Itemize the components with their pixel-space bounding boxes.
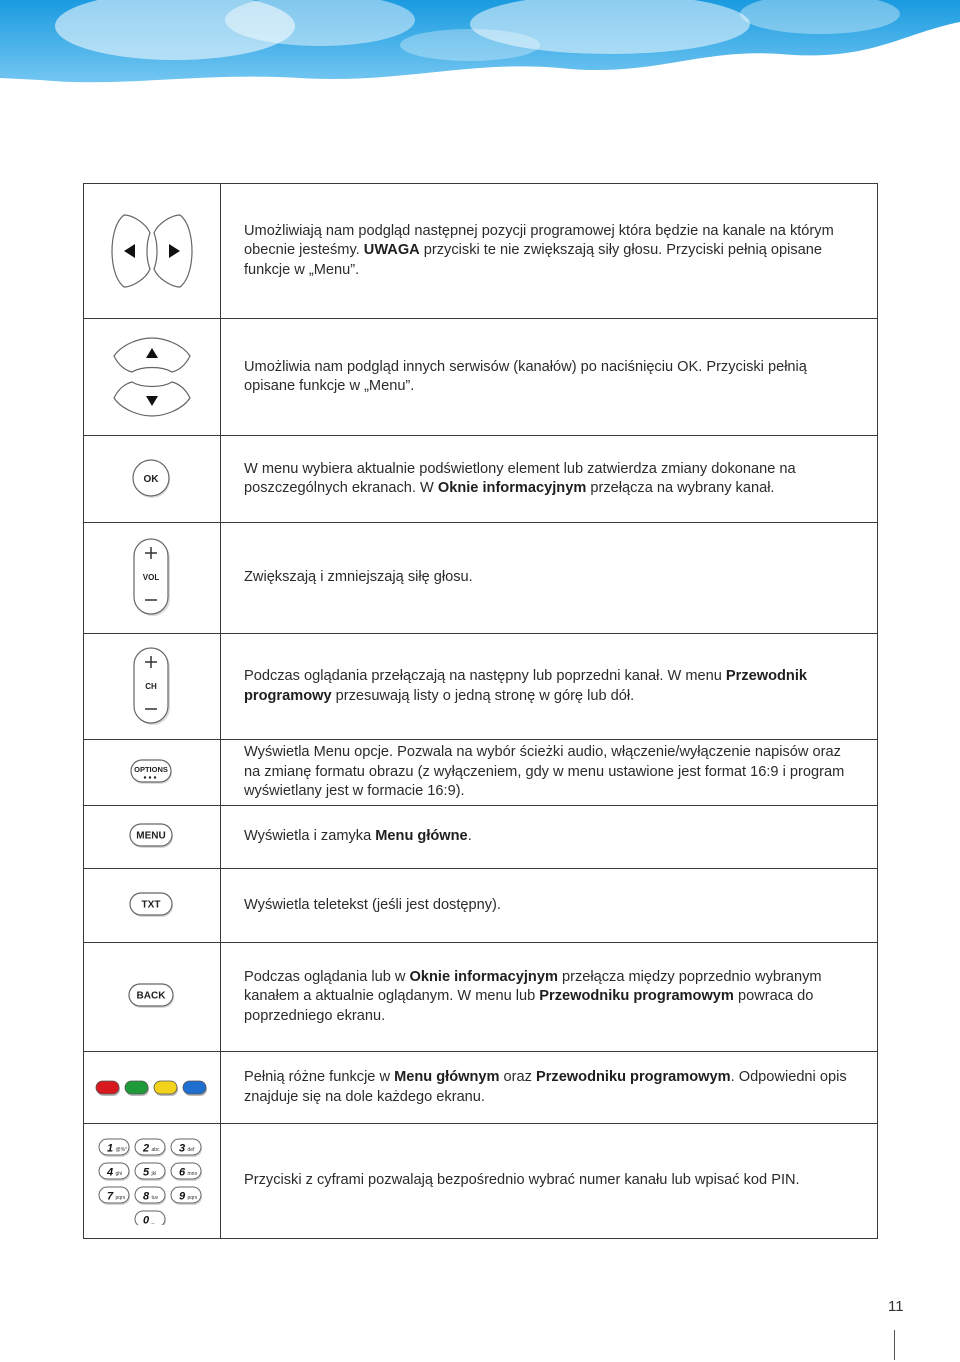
key-letters: def — [187, 1147, 195, 1153]
description-cell — [221, 1052, 878, 1124]
key-3 — [171, 1139, 201, 1155]
ok-label: OK — [143, 474, 159, 485]
bold-term: Przewodniku programowym — [535, 1069, 731, 1085]
volume-rocker-icon — [132, 538, 172, 618]
page-number-rule — [894, 1330, 895, 1360]
channel-rocker-icon — [132, 647, 172, 727]
description-text: . Odpowiedni opis znajduje się na dole każdego ekranu. — [244, 1069, 847, 1105]
key-digit: 4 — [106, 1166, 114, 1179]
description-text: Podczas oglądania przełączają na następny lub poprzedni kanał. W menu — [244, 668, 726, 684]
icon-cell — [84, 943, 221, 1052]
table-row — [84, 740, 878, 806]
table-row — [84, 1052, 878, 1124]
description-text: przełącza na wybrany kanał. — [586, 480, 775, 496]
icon-cell — [84, 634, 221, 740]
description-text: Przyciski z cyframi pozwalają bezpośrednio wybrać numer kanału lub wpisać kod PIN. — [244, 1172, 800, 1189]
menu-button-icon — [129, 823, 175, 851]
description-text: przyciski te nie zwiększają siły głosu. Przyciski pełnią opisane funkcje w „Menu”. — [244, 242, 823, 278]
number-keypad-icon — [97, 1137, 207, 1225]
txt-button-icon — [129, 892, 175, 920]
sky-banner — [0, 0, 960, 110]
table-row — [84, 806, 878, 869]
table-row — [84, 1124, 878, 1239]
key-8 — [135, 1187, 165, 1203]
options-button-icon — [129, 758, 175, 788]
key-digit: 5 — [142, 1166, 150, 1179]
remote-buttons-table — [83, 183, 878, 1239]
icon-cell — [84, 869, 221, 943]
key-digit: 0 — [142, 1214, 150, 1225]
description-text: oraz — [499, 1069, 536, 1085]
up-down-arrow-buttons-icon — [110, 334, 194, 420]
key-digit: 7 — [106, 1190, 114, 1203]
description-text: powraca do poprzedniego ekranu. — [244, 988, 814, 1024]
bold-term: Przewodniku programowym — [539, 988, 734, 1005]
description-text: Umożliwiają nam podgląd następnej pozycji programowej która będzie na kanale na którym obecnie jesteśmy. — [244, 222, 834, 259]
description-text: . — [467, 828, 472, 845]
table-row — [84, 943, 878, 1052]
description-text: Wyświetla i zamyka — [244, 828, 376, 845]
table-row — [84, 436, 878, 523]
description-cell — [221, 740, 878, 806]
key-letters: mno — [187, 1171, 198, 1177]
description-text: Pełnią różne funkcje w — [244, 1069, 395, 1085]
red-button — [96, 1081, 119, 1094]
key-letters: @%° — [115, 1147, 128, 1153]
key-digit: 3 — [178, 1142, 186, 1155]
icon-cell — [84, 806, 221, 869]
description-text: przełącza między poprzednio wybranym kanałem a aktualnie oglądanym. W menu lub — [244, 968, 822, 1005]
description-cell — [221, 869, 878, 943]
key-letters: jkl — [151, 1171, 157, 1177]
table-row — [84, 319, 878, 436]
description-text: W menu wybiera aktualnie podświetlony element lub zatwierdza zmiany dokonane na poszczególnych ekranach. W — [244, 460, 796, 496]
button-label: MENU — [136, 830, 166, 842]
bold-term: Przewodnik programowy — [244, 668, 807, 704]
icon-cell — [84, 1124, 221, 1239]
icon-cell — [84, 1052, 221, 1124]
color-buttons-icon — [94, 1077, 210, 1099]
table-row — [84, 184, 878, 319]
description-text: Podczas oglądania lub w — [244, 968, 410, 985]
description-cell — [221, 943, 878, 1052]
ok-button-icon — [131, 458, 173, 500]
bold-term: Oknie informacyjnym — [409, 968, 558, 985]
back-button-icon — [128, 983, 176, 1011]
icon-cell — [84, 740, 221, 806]
rocker-label: CH — [145, 681, 157, 691]
key-digit: 6 — [178, 1166, 186, 1179]
key-digit: 2 — [142, 1142, 150, 1155]
description-text: przesuwają listy o jedną stronę w górę lub dół. — [331, 687, 635, 704]
description-cell — [221, 1124, 878, 1239]
description-cell — [221, 319, 878, 436]
description-cell — [221, 523, 878, 634]
icon-cell — [84, 436, 221, 523]
key-letters: tuv — [151, 1195, 159, 1201]
icon-cell — [84, 184, 221, 319]
key-letters: _ — [151, 1219, 155, 1225]
green-button — [125, 1081, 148, 1094]
three-dots-icon — [144, 776, 156, 778]
description-cell — [221, 184, 878, 319]
key-digit: 9 — [178, 1190, 186, 1203]
page-number: 11 — [888, 1298, 904, 1315]
options-label: OPTIONS — [134, 764, 168, 774]
bold-term: Menu główne — [375, 828, 468, 845]
description-text: Zwiększają i zmniejszają siłę głosu. — [244, 569, 473, 586]
key-letters: pqrs — [187, 1195, 198, 1201]
description-cell — [221, 806, 878, 869]
icon-cell — [84, 319, 221, 436]
key-digit: 1 — [106, 1142, 114, 1155]
key-5 — [135, 1163, 165, 1179]
key-letters: ghi — [115, 1171, 123, 1177]
table-row — [84, 523, 878, 634]
button-label: TXT — [141, 899, 161, 910]
icon-cell — [84, 523, 221, 634]
description-text: Wyświetla Menu opcje. Pozwala na wybór ścieżki audio, włączenie/wyłączenie napisów oraz na zmianę formatu obrazu (z wyłączeniem, gdy w menu ustawione jest format 16:9 i program wyświetlany jest w formacie 16:9). — [244, 744, 845, 800]
key-digit: 8 — [142, 1190, 150, 1203]
description-text: Wyświetla teletekst (jeśli jest dostępny). — [244, 896, 501, 913]
yellow-button — [154, 1081, 177, 1094]
table-row — [84, 634, 878, 740]
bold-term: Oknie informacyjnym — [437, 480, 587, 496]
blue-button — [183, 1081, 206, 1094]
button-label: BACK — [136, 990, 166, 1002]
key-2 — [135, 1139, 165, 1155]
left-right-arrow-buttons-icon — [110, 211, 194, 291]
table-row — [84, 869, 878, 943]
bold-term: Menu głównym — [394, 1069, 500, 1085]
rocker-label: VOL — [142, 573, 160, 582]
key-letters: pqrs — [115, 1195, 126, 1201]
key-4 — [99, 1163, 129, 1179]
description-cell — [221, 436, 878, 523]
description-text: Umożliwia nam podgląd innych serwisów (kanałów) po naciśnięciu OK. Przyciski pełnią opisane funkcje w „Menu”. — [244, 358, 807, 394]
bold-term: UWAGA — [363, 242, 420, 259]
key-0 — [135, 1211, 165, 1225]
key-letters: abc — [151, 1147, 160, 1153]
description-cell — [221, 634, 878, 740]
